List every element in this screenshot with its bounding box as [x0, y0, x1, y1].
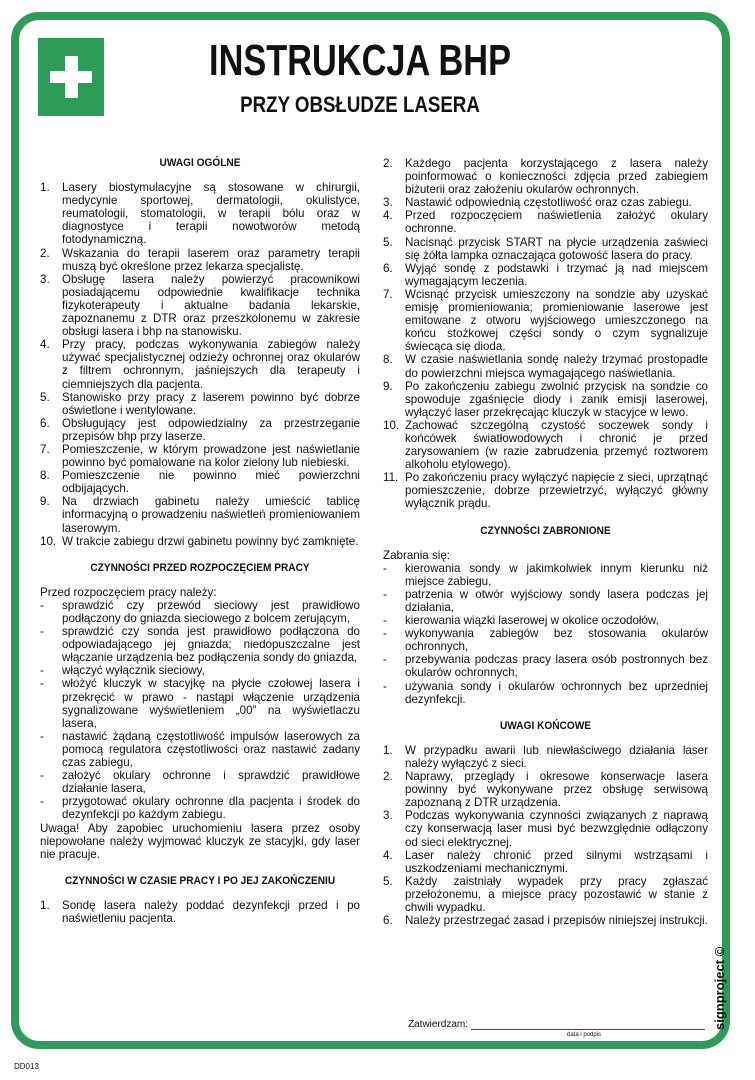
list-item-text: W przypadku awarii lub niewłaściwego działania laser należy wyłączyć z sieci.	[405, 743, 708, 770]
list-item-text: Nacisnąć przycisk START na płycie urządzenia zaświeci się żółta lampka oznaczająca gotowość lasera do pracy.	[405, 235, 708, 262]
forbidden-list	[383, 562, 708, 706]
before-work-list	[40, 599, 360, 822]
list-item-text: Pomieszczenie, w którym prowadzone jest naświetlanie powinno być pomalowane na kolor zielony lub niebieski.	[62, 442, 360, 470]
list-item	[383, 627, 708, 653]
list-item-text: Obsługę lasera należy powierzyć pracownikowi posiadającemu odpowiednie kwalifikacje technika fizykoterapeuty i aktualne badania lekarskie, zapoznanemu z DTR oraz przeszkolonemu w zakresie obsługi lasera i bhp na stanowisku.	[62, 272, 360, 339]
forbidden-intro: Zabrania się:	[383, 548, 451, 562]
list-item-text: Przed rozpoczęciem naświetlenia założyć okulary ochronne.	[405, 209, 708, 236]
list-bullet: -	[383, 679, 387, 693]
list-number: 8.	[383, 353, 393, 367]
list-item	[40, 391, 360, 417]
list-number: 5.	[383, 874, 393, 888]
list-item-text: kierowania wiązki laserowej w okolice oczodołów,	[405, 614, 659, 628]
list-number: 3.	[383, 196, 393, 210]
list-item	[383, 209, 708, 235]
list-item-text: używania sondy i okularów ochronnych bez uprzedniej dezynfekcji.	[405, 679, 708, 706]
list-item-text: patrzenia w otwór wyjściowy sondy lasera podczas jej działania,	[405, 587, 708, 614]
list-item-text: kierowania sondy w jakimkolwiek innym kierunku niż miejsce zabiegu,	[405, 561, 708, 588]
left-column	[40, 157, 360, 925]
right-column	[383, 157, 708, 927]
list-item	[40, 181, 360, 246]
section-title-before-work: CZYNNOŚCI PRZED ROZPOCZĘCIEM PRACY	[90, 561, 310, 574]
list-item	[383, 875, 708, 914]
list-number: 8.	[40, 469, 50, 483]
list-item-text: założyć okulary ochronne i sprawdzić prawidłowe działanie lasera,	[62, 769, 360, 796]
list-item-text: Wcisnąć przycisk umieszczony na sondzie aby uzyskać emisję promieniowania; promieniowanie laserowe jest emitowane z otworu wyjściowego umieszczonego na końcu stożkowej części sondy o czym sygnalizuje świecąca się dioda.	[405, 287, 708, 354]
list-number: 5.	[40, 390, 50, 404]
list-bullet: -	[40, 625, 44, 639]
section-title-during-work: CZYNNOŚCI W CZASIE PRACY I PO JEJ ZAKOŃCZENIU	[64, 874, 336, 887]
list-number: 9.	[383, 379, 393, 393]
list-number: 2.	[383, 770, 393, 784]
list-item	[383, 353, 708, 379]
list-item-text: W trakcie zabiegu drzwi gabinetu powinny być zamknięte.	[62, 534, 359, 548]
list-number: 2.	[40, 246, 50, 260]
list-item-text: Lasery biostymulacyjne są stosowane w chirurgii, medycynie sportowej, dermatologii, okulistyce, reumatologii, stomatologii, w terapii bólu oraz w diagnostyce i terapii nowotworów metodą fotodynamiczną.	[62, 181, 360, 247]
list-item	[40, 625, 360, 664]
before-work-intro: Przed rozpoczęciem pracy należy:	[40, 585, 217, 599]
list-item-text: Pomieszczenie nie powinno mieć powierzchni odbijających.	[62, 469, 360, 496]
list-item-text: Należy przestrzegać zasad i przepisów niniejszej instrukcji.	[405, 914, 708, 928]
list-number: 7.	[383, 287, 393, 301]
list-item-text: Zachować szczególną czystość soczewek sondy i końcówek światłowodowych i chronić je przed zarysowaniem (w razie zabrudzenia przemyć roztworem alkoholu etylowego).	[405, 418, 708, 472]
list-number: 6.	[383, 261, 393, 275]
page-title: INSTRUKCJA BHP	[209, 36, 511, 85]
list-item	[383, 680, 708, 706]
list-item-text: sprawdzić czy sonda jest prawidłowo podłączona do odpowiadającego jej gniazda; niedopuszczalne jest włączanie urządzenia bez podłączenia sondy do gniazda,	[62, 625, 360, 665]
list-item	[383, 157, 708, 196]
list-number: 3.	[40, 272, 50, 286]
list-item	[40, 535, 360, 548]
list-bullet: -	[40, 769, 44, 783]
list-item	[383, 614, 708, 627]
list-item-text: Nastawić odpowiednią częstotliwość oraz czas zabiegu.	[405, 196, 692, 210]
list-item	[40, 417, 360, 443]
list-item	[383, 236, 708, 262]
list-item-text: W czasie naświetlania sondę należy trzymać prostopadle do powierzchni miejsca wymagającego naświetlania.	[405, 353, 708, 380]
during-work-list	[383, 157, 708, 511]
list-number: 1.	[40, 181, 50, 195]
list-number: 6.	[40, 416, 50, 430]
list-bullet: -	[383, 653, 387, 667]
list-item-text: Każdego pacjenta korzystającego z lasera należy poinformować o konieczności zdjęcia przed zabiegiem biżuterii oraz założeniu okularów ochronnych.	[405, 157, 708, 197]
list-item	[383, 744, 708, 770]
section-title-forbidden: CZYNNOŚCI ZABRONIONE	[480, 524, 611, 537]
list-bullet: -	[383, 561, 387, 575]
list-item	[383, 562, 708, 588]
list-item	[40, 495, 360, 534]
list-item-text: Podczas wykonywania czynności związanych z naprawą czy konserwacją laser musi być bezwzględnie odłączony od sieci elektrycznej.	[405, 809, 708, 849]
list-item-text: Obsługujący jest odpowiedzialny za przestrzeganie przepisów bhp przy laserze.	[62, 416, 360, 443]
list-item	[383, 196, 708, 209]
first-aid-cross-icon	[38, 38, 104, 116]
list-number: 3.	[383, 809, 393, 823]
list-item-text: Wyjąć sondę z podstawki i trzymać ją nad miejscem wymagającym leczenia.	[405, 261, 708, 288]
section-title-general: UWAGI OGÓLNE	[159, 157, 241, 169]
list-item-text: wykonywania zabiegów bez stosowania okularów ochronnych,	[405, 627, 708, 654]
list-item-text: sprawdzić czy przewód sieciowy jest prawidłowo podłączony do gniazda sieciowego z bolcem zerującym,	[62, 598, 360, 625]
list-bullet: -	[383, 627, 387, 641]
list-item	[383, 653, 708, 679]
list-item-text: nastawić żądaną częstotliwość impulsów laserowych za pomocą regulatora częstotliwości oraz nastawić zadany czas zabiegu,	[62, 729, 360, 770]
list-number: 10.	[40, 534, 57, 548]
list-number: 7.	[40, 442, 50, 456]
list-item-text: Każdy zaistniały wypadek przy pracy zgłaszać przełożonemu, a miejsce pracy pozostawić w stanie z chwili wypadku.	[405, 874, 708, 914]
list-number: 4.	[383, 848, 393, 862]
list-item-text: Na drzwiach gabinetu należy umieścić tablicę informacyjną o prowadzeniu naświetleń promieniowaniem laserowym.	[62, 495, 360, 535]
list-item	[383, 471, 708, 510]
list-item	[383, 380, 708, 419]
list-item: 1. Sondę lasera należy poddać dezynfekcji przed i po naświetleniu pacjenta.	[40, 898, 360, 925]
list-item	[40, 273, 360, 338]
list-item-text: Po zakończeniu zabiegu zwolnić przycisk na sondzie co spowoduje zgaśnięcie diody i zanik emisji laserowej, wyłączyć laser przekręcając kluczyk w stacyjce w lewo.	[405, 379, 708, 419]
list-item	[383, 262, 708, 288]
list-bullet: -	[40, 729, 44, 743]
list-item	[383, 288, 708, 353]
list-item	[40, 247, 360, 273]
list-item	[40, 443, 360, 469]
brand-label: signproject ©	[712, 946, 727, 1030]
list-item-text: Przy pracy, podczas wykonywania zabiegów należy używać specjalistycznej odzieży ochronnej oraz okularów z filtrem ochronnym, jaśniejszych dla terapeuty i ciemniejszych dla pacjenta.	[62, 338, 360, 391]
list-item-text: przygotować okulary ochronne dla pacjenta i środek do dezynfekcji po każdym zabiegu.	[62, 795, 360, 822]
list-item-text: Sondę lasera należy poddać dezynfekcji przed i po naświetleniu pacjenta.	[62, 898, 360, 925]
list-bullet: -	[383, 614, 387, 628]
list-item	[40, 664, 360, 677]
list-item-text: Po zakończeniu pracy wyłączyć napięcie z sieci, uprzątnąć pomieszczenie, dobrze przewietrzyć, wyłączyć główny wyłącznik prądu.	[405, 471, 708, 511]
list-number: 1.	[383, 743, 393, 757]
list-number: 2.	[383, 157, 393, 170]
list-item	[40, 677, 360, 729]
list-bullet: -	[40, 795, 44, 809]
list-item	[383, 914, 708, 927]
list-bullet: -	[383, 587, 387, 601]
list-item-text: przebywania podczas pracy lasera osób postronnych bez okularów ochronnych,	[405, 653, 708, 680]
list-number: 9.	[40, 495, 50, 509]
general-list	[40, 181, 360, 548]
list-item	[40, 769, 360, 795]
section-title-final: UWAGI KOŃCOWE	[499, 719, 592, 732]
list-item	[383, 770, 708, 809]
signature-line	[471, 1029, 705, 1030]
list-item	[40, 469, 360, 495]
list-bullet: -	[40, 677, 44, 691]
list-number: 11.	[383, 471, 399, 485]
list-number: 6.	[383, 914, 393, 928]
document-code: DD013	[14, 1062, 39, 1071]
list-item-text: włączyć wyłącznik sieciowy,	[62, 664, 205, 678]
signature-caption: data i podpis	[567, 1032, 602, 1038]
list-item-text: włożyć kluczyk w stacyjkę na płycie czołowej lasera i przekręcić w prawo - nastąpi włączenie urządzenia sygnalizowane wyświetleniem „00” na wyświetlaczu lasera,	[62, 677, 360, 730]
list-item-text: Stanowisko przy pracy z laserem powinno być dobrze oświetlone i wentylowane.	[62, 390, 360, 417]
list-item	[40, 338, 360, 390]
before-work-note: Uwaga! Aby zapobiec uruchomieniu lasera przez osoby niepowołane należy wyjmować kluczyk ze stacyjki, gdy laser nie pracuje.	[40, 821, 360, 861]
page-subtitle: PRZY OBSŁUDZE LASERA	[240, 92, 480, 117]
list-item	[383, 809, 708, 848]
list-bullet: -	[40, 664, 44, 678]
list-item	[40, 730, 360, 769]
list-bullet: -	[40, 598, 44, 612]
list-item	[40, 599, 360, 625]
list-item-text: Laser należy chronić przed silnymi wstrząsami i uszkodzeniami mechanicznymi.	[405, 848, 708, 875]
list-number: 10.	[383, 418, 400, 432]
final-list	[383, 744, 708, 927]
list-number: 4.	[383, 209, 393, 223]
list-item	[383, 849, 708, 875]
list-item-text: Naprawy, przeglądy i okresowe konserwacje lasera powinny być wykonywane przez obsługę serwisową zapoznaną z DTR urządzenia.	[405, 770, 708, 810]
list-item	[383, 419, 708, 471]
list-number: 4.	[40, 338, 50, 352]
list-item	[40, 795, 360, 821]
list-item-text: Wskazania do terapii laserem oraz parametry terapii muszą być określone przez lekarza specjalistę.	[62, 246, 360, 273]
list-number: 5.	[383, 235, 393, 249]
approval-label: Zatwierdzam:	[408, 1019, 469, 1030]
list-item	[383, 588, 708, 614]
